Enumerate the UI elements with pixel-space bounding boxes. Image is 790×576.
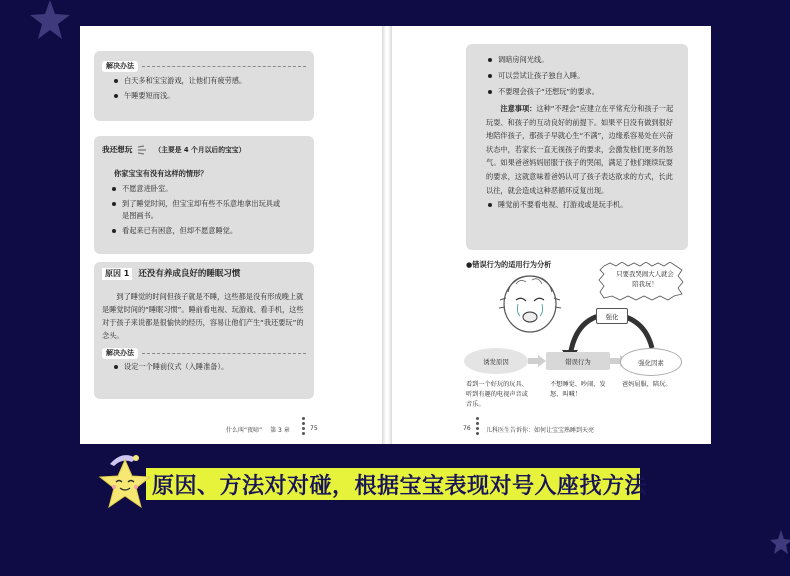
right-footer-title: 儿科医生告诉你：如何让宝宝熟睡到天亮 [486, 427, 595, 434]
reinforce-label: 强化 [596, 308, 628, 324]
want-play-heading [102, 144, 306, 156]
right-page-number: 76 [463, 425, 471, 432]
footer-dots [302, 417, 305, 437]
left-page-number: 75 [310, 425, 318, 432]
bullet-item: 到了睡觉时间，但宝宝却有些不乐意地拿出玩具或是图画书。 [122, 198, 306, 222]
trigger-node: 诱发原因 [464, 348, 528, 374]
banner-text: 原因、方法对对碰，根据宝宝表现对号入座找方法 [152, 473, 648, 499]
cause-heading [102, 268, 306, 280]
dashed-divider [142, 353, 306, 354]
caption-banner [146, 468, 648, 500]
want-play-title: 我还想玩 [102, 145, 133, 154]
note-label: 注意事项： [500, 104, 537, 113]
bullet-item: 睡觉前不要看电视、打游戏或是玩手机。 [498, 199, 680, 211]
behavior-node: 错误行为 [546, 352, 610, 370]
cause-number: 原因 1 [102, 268, 132, 280]
star-mascot-icon [92, 452, 158, 514]
left-footer [226, 425, 290, 434]
right-top-box [466, 44, 688, 250]
cause-body: 到了睡觉的时间但孩子就是不睡，这些都是没有形成晚上就是睡觉时间的“睡眠习惯”。睡前看电视、玩游戏、看手机，这些对于孩子来说都是很愉快的经历，容易让他们产生“我还要玩”的念头。 [102, 292, 304, 340]
trigger-caption: 看到一个好玩的玩具、听到有趣的电视声音或音乐。 [466, 381, 528, 408]
bullet-item: 白天多和宝宝游戏，让他们有疲劳感。 [124, 75, 306, 87]
arrow-right-icon [528, 355, 546, 367]
solution-header [102, 348, 306, 359]
diagram-title: ●错误行为的适用行为分析 [466, 260, 552, 269]
solution-label: 解决办法 [102, 61, 138, 72]
note-paragraph [476, 102, 680, 197]
bullet-item: 设定一个睡前仪式（入睡准备）。 [124, 361, 306, 373]
dashed-divider [142, 66, 306, 67]
note-body: 这种“不理会”应建立在平常充分和孩子一起玩耍、和孩子的互动良好的前提下。如果平日没有做到很好地陪伴孩子，那孩子早就心生“不满”，边缘系容易处在兴奋状态中，若家长一直无视孩子的要求，会激发他们更多的怒气。如果爸爸妈妈屈服于孩子的哭闹，满足了他们继续玩耍的要求，这就意味着爸妈认可了孩子表达欲求的方式，长此以往，就会造成这种恶循环反复出现。 [486, 104, 674, 195]
want-play-subtitle: （主要是 4 个月以后的宝宝） [154, 146, 246, 154]
behavior-caption: 不想睡觉、吵闹、发怒、叫喊！ [550, 381, 606, 398]
bullet-item: 调暗房间光线。 [498, 54, 680, 66]
reinforcer-caption: 爸妈屈服，陪玩。 [622, 381, 672, 388]
bullet-item: 可以尝试让孩子独自入睡。 [498, 70, 680, 82]
reinforcer-node: 强化因素 [620, 348, 682, 376]
footer-chapter: 第 3 章 [270, 427, 290, 434]
bullet-item: 不要理会孩子“还想玩”的要求。 [498, 86, 680, 98]
solution-box-1 [94, 51, 314, 121]
cause-box [94, 262, 314, 399]
speech-text: 只要我哭闹大人就会陪我玩！ [616, 270, 674, 288]
want-play-box [94, 136, 314, 254]
background-star-icon [28, 0, 72, 40]
bullet-item: 看起来已有困意，但却不愿意睡觉。 [122, 225, 306, 237]
sparkle-icon [136, 145, 150, 155]
book-gutter [382, 26, 392, 444]
footer-dots [476, 417, 479, 437]
footer-title: 什么叫“夜啼” [226, 427, 263, 434]
bullet-item: 午睡要短而浅。 [124, 90, 306, 102]
cause-title: 还没有养成良好的睡眠习惯 [138, 269, 241, 279]
bullet-item: 不愿意进卧室。 [122, 183, 306, 195]
background-star-icon [770, 530, 790, 556]
solution-label: 解决办法 [102, 348, 138, 359]
solution-header [102, 61, 306, 72]
want-play-question: 你家宝宝有没有这样的情形？ [114, 169, 208, 178]
